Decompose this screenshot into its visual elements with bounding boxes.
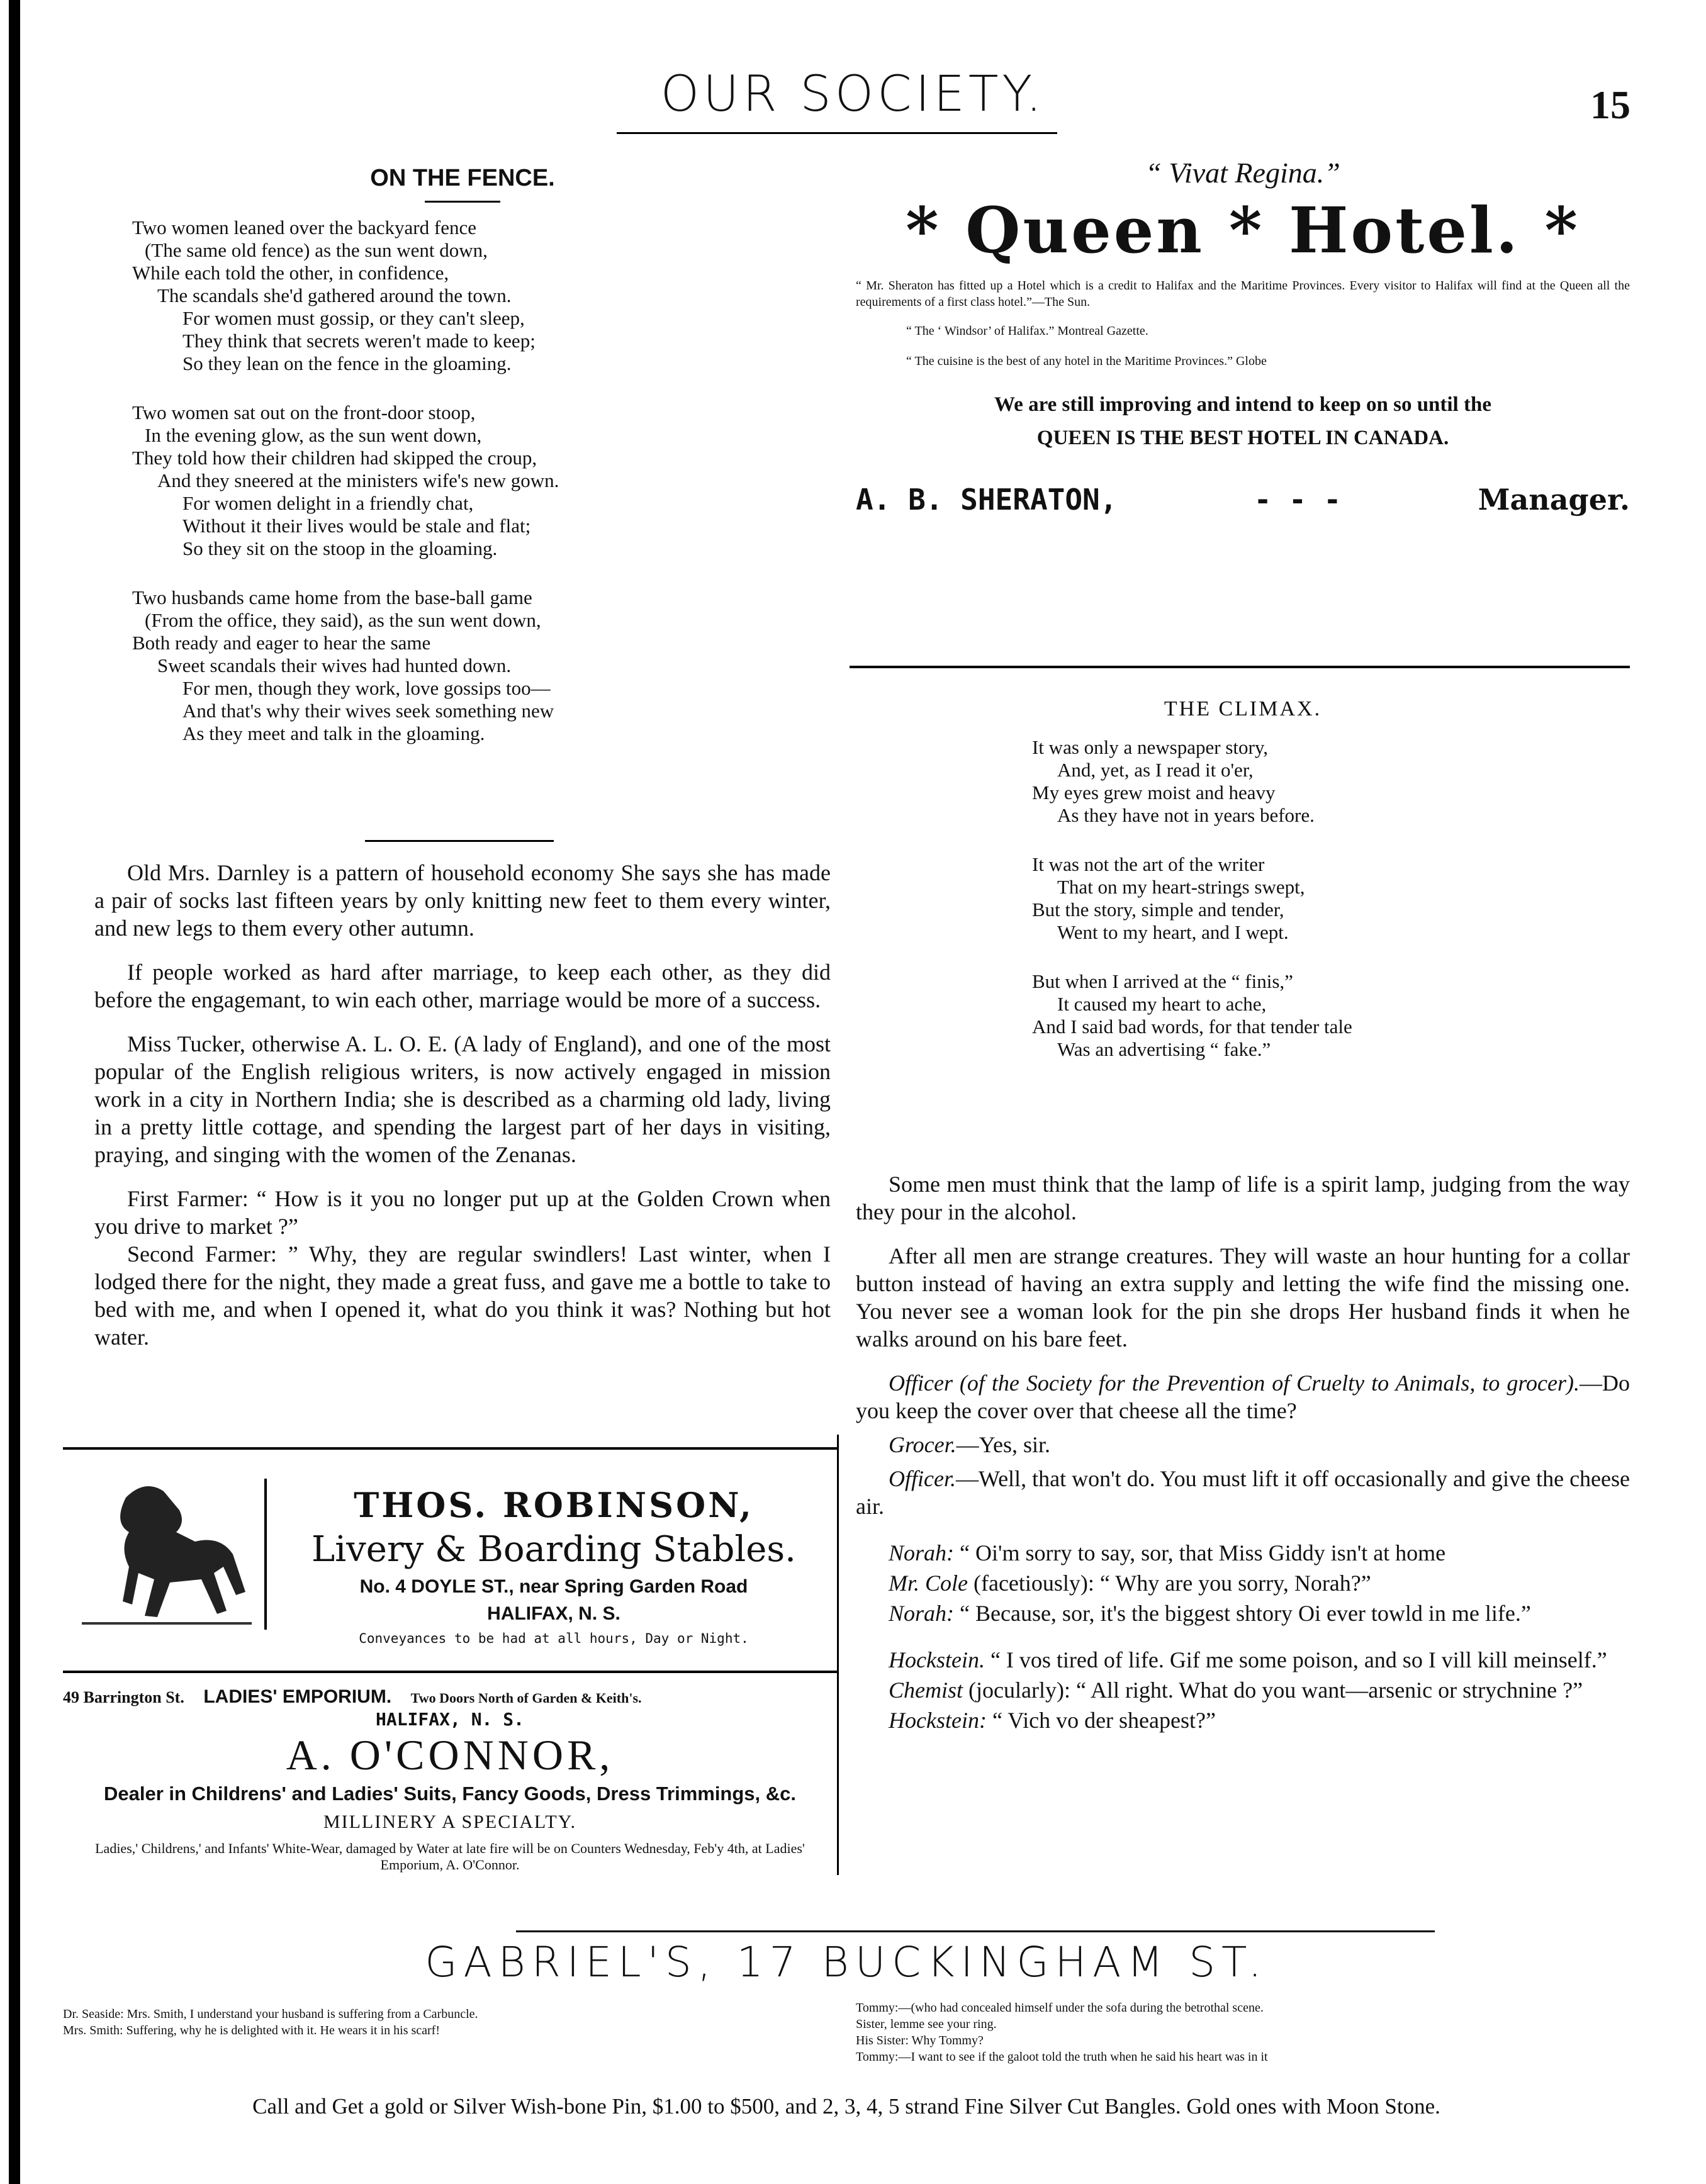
poem-line: The scandals she'd gathered around the town. [157, 284, 512, 306]
poem-line: And they sneered at the ministers wife's new gown. [157, 469, 559, 491]
climax-title: THE CLIMAX. [1164, 697, 1322, 720]
section-divider [365, 840, 554, 842]
poem-line: Both ready and eager to hear the same [132, 632, 431, 654]
poem-line: As they have not in years before. [1057, 804, 1315, 826]
stanza [132, 216, 831, 375]
stanza [1032, 970, 1630, 1061]
manager-dots: - - - [1254, 483, 1342, 517]
hotel-line-best: QUEEN IS THE BEST HOTEL IN CANADA. [1036, 427, 1449, 449]
stanza [132, 586, 831, 745]
right-articles [856, 1170, 1630, 1750]
scan-edge-bar [9, 0, 20, 2184]
poem-line: It caused my heart to ache, [1057, 993, 1267, 1015]
hotel-motto: “ Vivat Regina.” [1145, 157, 1340, 189]
oconnor-address: 49 Barrington St. [63, 1688, 184, 1706]
horse-illustration [69, 1472, 258, 1636]
ad-divider-mid [63, 1671, 837, 1673]
oconnor-store: LADIES' EMPORIUM. [203, 1686, 392, 1707]
poem-line: (The same old fence) as the sun went down, [145, 239, 488, 261]
hotel-name: * Queen * Hotel. * [906, 193, 1580, 267]
poem-line: Without it their lives would be stale and flat; [182, 515, 531, 537]
poem-line: Was an advertising “ fake.” [1057, 1038, 1271, 1060]
poem-line: Two women leaned over the backyard fence [132, 216, 476, 238]
poem-line: It was not the art of the writer [1032, 853, 1265, 875]
joke-right-line-2: Sister, lemme see your ring. [856, 2017, 997, 2031]
joke-right-line-3: His Sister: Why Tommy? [856, 2034, 984, 2047]
joke-left-line-2: Mrs. Smith: Suffering, why he is delighted with it. He wears it in his scarf! [63, 2024, 440, 2037]
article-strange-creatures: After all men are strange creatures. They will waste an hour hunting for a collar button instead of having an extra supply and letting the wife find the missing one. You never see a woman look for the pin she drops Her husband finds it when he walks around on his bare feet. [856, 1243, 1630, 1352]
poem-line: So they sit on the stoop in the gloaming. [182, 537, 498, 559]
ad-divider-top [63, 1447, 837, 1450]
manager-name: A. B. SHERATON, [856, 483, 1118, 517]
page-title: OUR SOCIETY. [660, 66, 1046, 123]
poem-line: It was only a newspaper story, [1032, 736, 1269, 758]
poem-body [94, 216, 831, 745]
dialogue-cole: Mr. Cole (facetiously): “ Why are you sorry, Norah?” [889, 1571, 1371, 1596]
poem-line: And that's why their wives seek something new [182, 700, 554, 722]
hotel-line-improving: We are still improving and intend to keep on so until the [994, 393, 1491, 416]
poem-line: But the story, simple and tender, [1032, 899, 1284, 921]
column-separator [837, 1435, 839, 1875]
stanza [1032, 736, 1630, 827]
ad-queen-hotel [856, 156, 1630, 517]
climax-body [856, 736, 1630, 1061]
oconnor-city: HALIFAX, N. S. [375, 1709, 524, 1730]
dialogue-hockstein-2: Hockstein: “ Vich vo der sheapest?” [889, 1708, 1216, 1733]
poem-line: For women delight in a friendly chat, [182, 492, 474, 514]
joke-right-line-1: Tommy:—(who had concealed himself under the sofa during the betrothal scene. [856, 2001, 1264, 2015]
robinson-name: THOS. ROBINSON, [354, 1485, 754, 1525]
page-number: 15 [1590, 82, 1630, 127]
dialogue-hockstein-1: Hockstein. “ I vos tired of life. Gif me some poison, and so I vill kill meinself.” [889, 1647, 1607, 1672]
oconnor-location: Two Doors North of Garden & Keith's. [410, 1690, 642, 1706]
ad-robinson [63, 1460, 837, 1661]
oconnor-dealer: Dealer in Childrens' and Ladies' Suits, Fancy Goods, Dress Trimmings, &c. [103, 1783, 797, 1805]
article-second-farmer: Second Farmer: ” Why, they are regular swindlers! Last winter, when I lodged there for the night, they made a great fuss, and gave me a bottle to take to bed with me, and when I opened it, what do you think it was? Nothing but hot water. [94, 1241, 831, 1350]
hotel-divider [850, 666, 1630, 668]
gabriel-joke-right [856, 2000, 1636, 2065]
dialogue-chemist: Chemist (jocularly): “ All right. What do you want—arsenic or strychnine ?” [889, 1677, 1583, 1703]
left-articles [94, 859, 831, 1367]
stanza [132, 401, 831, 560]
oconnor-fine-print: Ladies,' Childrens,' and Infants' White-Wear, damaged by Water at late fire will be on Counters Wednesday, Feb'y 4th, at Ladies' Emporium, A. O'Connor. [95, 1840, 805, 1873]
title-underline [425, 201, 500, 203]
article-miss-tucker: Miss Tucker, otherwise A. L. O. E. (A lady of England), and one of the most popular of the English religious writers, is now actively engaged in mission work in a city in Northern India; she is described as a charming old lady, living in a pretty little cottage, and spending the largest part of her days in visiting, praying, and singing with the women of the Zenanas. [94, 1031, 831, 1167]
robinson-city: HALIFAX, N. S. [487, 1603, 620, 1624]
dialogue-grocer: Grocer.—Yes, sir. [889, 1432, 1051, 1457]
hotel-quote-sun: “ Mr. Sheraton has fitted up a Hotel which is a credit to Halifax and the Maritime Provinces. Every visitor to Halifax will find at the Queen all the requirements of a first class hotel.”—The Sun. [856, 279, 1630, 309]
oconnor-specialty: MILLINERY A SPECIALTY. [323, 1812, 577, 1832]
poem-line: So they lean on the fence in the gloaming. [182, 352, 512, 374]
oconnor-name: A. O'CONNOR, [286, 1731, 614, 1779]
poem-line: They think that secrets weren't made to keep; [182, 330, 536, 352]
poem-line: In the evening glow, as the sun went down, [145, 424, 482, 446]
article-darnley: Old Mrs. Darnley is a pattern of household economy She says she has made a pair of socks last fifteen years by only knitting new feet to them every winter, and new legs to them every other autumn. [94, 860, 831, 941]
poem-line: Went to my heart, and I wept. [1057, 921, 1289, 943]
article-spirit-lamp: Some men must think that the lamp of life is a spirit lamp, judging from the way they pour in the alcohol. [856, 1172, 1630, 1224]
joke-right-line-4: Tommy:—I want to see if the galoot told the truth when he said his heart was in it [856, 2050, 1268, 2064]
dialogue-officer-1: Officer (of the Society for the Prevention of Cruelty to Animals, to grocer).—Do you keep the cover over that cheese all the time? [856, 1370, 1630, 1423]
gabriel-banner: GABRIEL'S, 17 BUCKINGHAM ST. [425, 1938, 1268, 1986]
poem-on-the-fence [94, 165, 831, 771]
robinson-address: No. 4 DOYLE ST., near Spring Garden Road [359, 1576, 748, 1597]
poem-line: As they meet and talk in the gloaming. [182, 722, 485, 744]
hotel-quote-globe: “ The cuisine is the best of any hotel in the Maritime Provinces.” Globe [906, 354, 1267, 368]
poem-line: (From the office, they said), as the sun went down, [145, 609, 541, 631]
dialogue-officer-2: Officer.—Well, that won't do. You must lift it off occasionally and give the cheese air. [856, 1466, 1630, 1519]
poem-title: ON THE FENCE. [370, 165, 555, 191]
ad-oconnor [63, 1686, 837, 1873]
gabriel-footer: Call and Get a gold or Silver Wish-bone Pin, $1.00 to $500, and 2, 3, 4, 5 strand Fine Silver Cut Bangles. Gold ones with Moon Stone. [252, 2094, 1440, 2119]
poem-line: Two women sat out on the front-door stoop, [132, 401, 476, 423]
hotel-manager-line [856, 483, 1630, 517]
poem-line: While each told the other, in confidence, [132, 262, 449, 284]
poem-line: But when I arrived at the “ finis,” [1032, 970, 1293, 992]
article-first-farmer: First Farmer: “ How is it you no longer put up at the Golden Crown when you drive to market ?” [94, 1186, 831, 1239]
stanza [1032, 853, 1630, 944]
gabriel-joke-left [63, 2006, 837, 2039]
dialogue-norah-2: Norah: “ Because, sor, it's the biggest shtory Oi ever towld in me life.” [889, 1601, 1531, 1626]
poem-line: Two husbands came home from the base-ball game [132, 586, 532, 608]
poem-the-climax [856, 697, 1630, 1087]
robinson-business: Livery & Boarding Stables. [311, 1529, 796, 1570]
poem-line: That on my heart-strings swept, [1057, 876, 1305, 898]
banner-rule [516, 1930, 1435, 1932]
dialogue-norah-1: Norah: “ Oi'm sorry to say, sor, that Miss Giddy isn't at home [889, 1540, 1446, 1565]
poem-line: For women must gossip, or they can't sleep, [182, 307, 525, 329]
poem-line: They told how their children had skipped the croup, [132, 447, 537, 469]
poem-line: And, yet, as I read it o'er, [1057, 759, 1254, 781]
robinson-note: Conveyances to be had at all hours, Day or Night. [359, 1631, 749, 1646]
header-rule [617, 132, 1057, 134]
joke-left-line-1: Dr. Seaside: Mrs. Smith, I understand your husband is suffering from a Carbuncle. [63, 2007, 478, 2021]
poem-line: Sweet scandals their wives had hunted down. [157, 654, 512, 676]
manager-title: Manager. [1478, 483, 1630, 517]
hotel-quote-montreal: “ The ‘ Windsor’ of Halifax.” Montreal Gazette. [906, 324, 1148, 338]
poem-line: And I said bad words, for that tender tale [1032, 1016, 1352, 1038]
article-marriage: If people worked as hard after marriage, to keep each other, as they did before the engagemant, to win each other, marriage would be more of a success. [94, 960, 831, 1012]
poem-line: For men, though they work, love gossips too— [182, 677, 551, 699]
poem-line: My eyes grew moist and heavy [1032, 781, 1276, 804]
